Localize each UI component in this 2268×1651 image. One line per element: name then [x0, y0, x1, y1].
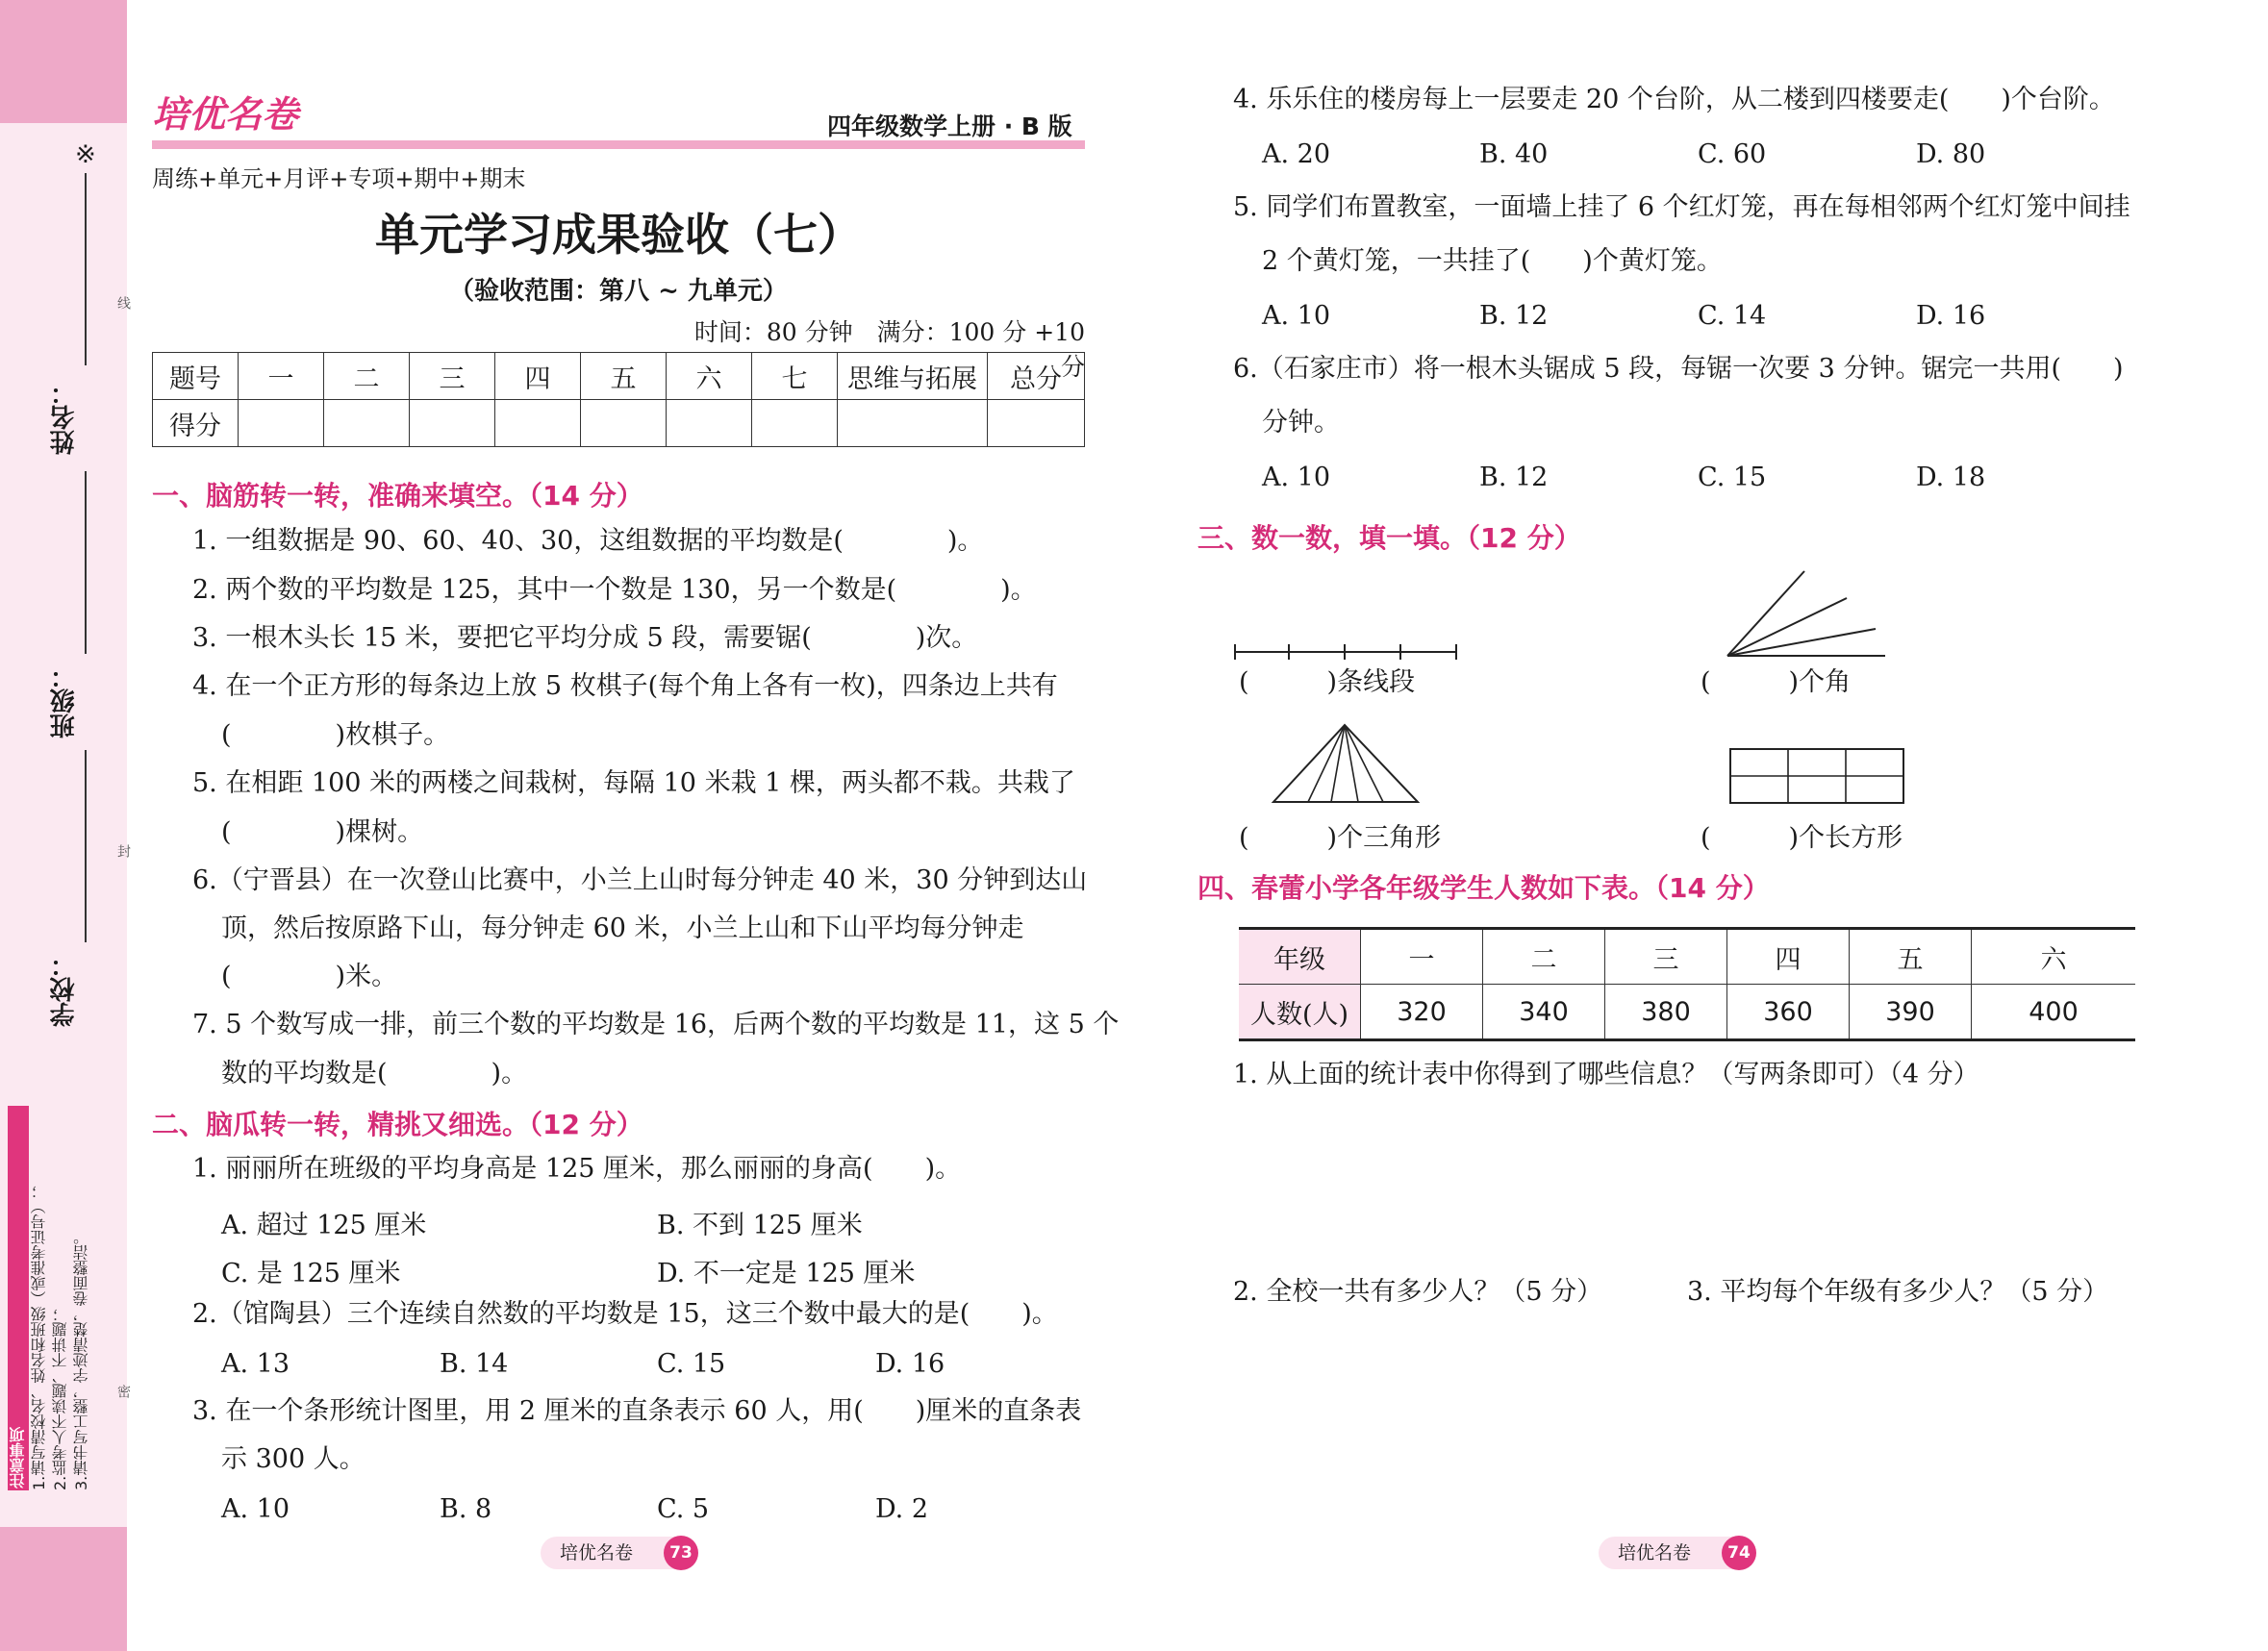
score-table: [152, 352, 1085, 447]
s2-q3-option-a: A. 10: [221, 1494, 290, 1524]
s4-question-3: 3. 平均每个年级有多少人？（5 分）: [1687, 1277, 2109, 1307]
page-footer-label: 培优名卷: [1618, 1542, 1692, 1563]
score-cell[interactable]: [667, 400, 752, 447]
score-cell[interactable]: [495, 400, 581, 447]
s2-question-2: 2.（馆陶县）三个连续自然数的平均数是 15，这三个数中最大的是( )。: [192, 1299, 1058, 1329]
score-cell[interactable]: [988, 400, 1085, 447]
s1-question-5: 5. 在相距 100 米的两楼之间栽树，每隔 10 米栽 1 棵，两头都不栽。共栽了: [192, 768, 1075, 798]
s2-q3-option-b: B. 8: [440, 1494, 492, 1524]
s2-q1-option-d: D. 不一定是 125 厘米: [657, 1259, 916, 1288]
grade-cell: 四: [1727, 929, 1850, 985]
section4-heading: 四、春蕾小学各年级学生人数如下表。（14 分）: [1197, 872, 1770, 904]
note-2: 2.监考人不读题、不讲题；: [51, 1306, 69, 1490]
s2-question-4: 4. 乐乐住的楼房每上一层要走 20 个台阶，从二楼到四楼要走( )个台阶。: [1233, 85, 2115, 114]
school-label: 学校：: [50, 952, 79, 1027]
count-cell: 400: [1972, 985, 2136, 1040]
s2-q2-option-b: B. 14: [440, 1349, 509, 1379]
brand-logo: 培优名卷: [152, 93, 299, 136]
class-label: 班级：: [50, 663, 79, 738]
section2-heading: 二、脑瓜转一转，精挑又细选。（12 分）: [152, 1109, 643, 1140]
figure-triangles: [1270, 721, 1424, 806]
score-header-cell: 三: [410, 353, 495, 400]
count-row-label: 人数(人): [1239, 985, 1361, 1040]
s4-question-1: 1. 从上面的统计表中你得到了哪些信息？（写两条即可）（4 分）: [1233, 1060, 1979, 1089]
edition-label: 四年级数学上册 · B 版: [827, 113, 1072, 140]
figure-rectangles: [1727, 746, 1910, 808]
notes-title: 注意事项: [8, 1106, 29, 1490]
grade-row-label: 年级: [1239, 929, 1361, 985]
score-header-cell: 总分: [988, 353, 1085, 400]
page-subtitle: （验收范围：第八 ~ 九单元）: [449, 277, 788, 306]
s2-q6-option-b: B. 12: [1479, 463, 1549, 492]
section3-heading: 三、数一数，填一填。（12 分）: [1197, 522, 1581, 554]
page-number-badge: 73: [664, 1536, 698, 1570]
binding-mark: ※: [75, 140, 96, 169]
s2-q5-option-a: A. 10: [1262, 301, 1331, 331]
s1-question-5-cont: ( )棵树。: [221, 817, 424, 847]
s3-fig4-answer: ( )个长方形: [1701, 823, 1903, 853]
count-cell: 380: [1605, 985, 1727, 1040]
s2-q6-option-d: D. 18: [1916, 463, 1986, 492]
score-header-cell: 题号: [153, 353, 239, 400]
s2-q4-option-b: B. 40: [1479, 139, 1549, 169]
score-header-cell: 五: [581, 353, 667, 400]
s2-question-3-cont: 示 300 人。: [221, 1444, 365, 1474]
s2-q2-option-c: C. 15: [657, 1349, 726, 1379]
s2-question-6: 6.（石家庄市）将一根木头锯成 5 段，每锯一次要 3 分钟。锯完一共用( ): [1233, 354, 2124, 384]
s2-question-5-cont: 2 个黄灯笼，一共挂了( )个黄灯笼。: [1262, 246, 1723, 276]
binding-strip-bottom: [0, 1527, 127, 1651]
grade-count-table: [1239, 927, 2135, 1041]
grade-cell: 二: [1483, 929, 1605, 985]
note-1: 1.请写清校名、姓名和班级（或准考证号）；: [30, 1183, 48, 1490]
section1-heading: 一、脑筋转一转，准确来填空。（14 分）: [152, 480, 643, 512]
s3-fig2-answer: ( )个角: [1701, 667, 1852, 697]
binding-strip-top: [0, 0, 127, 123]
score-row-label: 得分: [153, 400, 239, 447]
grade-cell: 五: [1850, 929, 1972, 985]
s4-question-2: 2. 全校一共有多少人？（5 分）: [1233, 1277, 1603, 1307]
page-footer-label: 培优名卷: [560, 1542, 634, 1563]
score-cell[interactable]: [838, 400, 988, 447]
s2-question-1: 1. 丽丽所在班级的平均身高是 125 厘米，那么丽丽的身高( )。: [192, 1154, 962, 1184]
s2-q6-option-a: A. 10: [1262, 463, 1331, 492]
s1-question-1: 1. 一组数据是 90、60、40、30，这组数据的平均数是( )。: [192, 526, 984, 556]
s2-question-6-cont: 分钟。: [1262, 408, 1340, 438]
s2-q2-option-d: D. 16: [875, 1349, 945, 1379]
school-line-top: [85, 750, 87, 942]
s1-question-7: 7. 5 个数写成一排，前三个数的平均数是 16，后两个数的平均数是 11，这 5 个: [192, 1010, 1120, 1039]
score-cell[interactable]: [410, 400, 495, 447]
s2-q5-option-c: C. 14: [1698, 301, 1767, 331]
name-line: [85, 173, 87, 365]
score-table-header-row: [153, 353, 1085, 400]
score-cell[interactable]: [581, 400, 667, 447]
s2-q1-option-b: B. 不到 125 厘米: [657, 1211, 863, 1240]
page-number-left: [541, 1537, 694, 1569]
s1-question-4: 4. 在一个正方形的每条边上放 5 枚棋子(每个角上各有一枚)，四条边上共有: [192, 671, 1058, 701]
count-cell: 390: [1850, 985, 1972, 1040]
s1-question-3: 3. 一根木头长 15 米，要把它平均分成 5 段，需要锯( )次。: [192, 623, 978, 653]
score-header-cell: 二: [324, 353, 410, 400]
s2-q5-option-d: D. 16: [1916, 301, 1986, 331]
score-table-score-row: [153, 400, 1085, 447]
s3-fig1-answer: ( )条线段: [1239, 667, 1416, 697]
count-cell: 340: [1483, 985, 1605, 1040]
s2-question-3: 3. 在一个条形统计图里，用 2 厘米的直条表示 60 人，用( )厘米的直条表: [192, 1396, 1082, 1426]
page-number-right: [1599, 1537, 1752, 1569]
s1-question-6-cont2: ( )米。: [221, 962, 398, 991]
score-header-cell: 七: [752, 353, 838, 400]
score-cell[interactable]: [239, 400, 324, 447]
s2-q4-option-a: A. 20: [1262, 139, 1331, 169]
time-info: 时间：80 分钟 满分：100 分 +10 分: [693, 318, 1085, 381]
class-line-top: [85, 471, 87, 654]
s2-q2-option-a: A. 13: [221, 1349, 290, 1379]
s2-q1-option-c: C. 是 125 厘米: [221, 1259, 401, 1288]
count-row: [1239, 985, 2135, 1040]
grade-cell: 一: [1361, 929, 1483, 985]
header-rule: [152, 140, 1085, 149]
s2-q3-option-c: C. 5: [657, 1494, 710, 1524]
s1-question-2: 2. 两个数的平均数是 125，其中一个数是 130，另一个数是( )。: [192, 575, 1037, 605]
binding-tick-1: 线: [115, 296, 131, 310]
score-header-cell: 四: [495, 353, 581, 400]
score-cell[interactable]: [752, 400, 838, 447]
count-cell: 360: [1727, 985, 1850, 1040]
count-cell: 320: [1361, 985, 1483, 1040]
score-header-cell: 六: [667, 353, 752, 400]
s2-question-5: 5. 同学们布置教室，一面墙上挂了 6 个红灯笼，再在每相邻两个红灯笼中间挂: [1233, 192, 2130, 222]
name-label: 姓名：: [50, 380, 79, 455]
binding-tick-3: 密: [115, 1385, 131, 1398]
score-header-cell: 一: [239, 353, 324, 400]
grade-row: [1239, 929, 2135, 985]
grade-cell: 三: [1605, 929, 1727, 985]
s1-question-6: 6.（宁晋县）在一次登山比赛中，小兰上山时每分钟走 40 米，30 分钟到达山: [192, 865, 1088, 895]
score-cell[interactable]: [324, 400, 410, 447]
page-title: 单元学习成果验收（七）: [375, 209, 862, 261]
figure-angles: [1722, 567, 1895, 663]
s1-question-4-cont: ( )枚棋子。: [221, 720, 450, 750]
s2-q5-option-b: B. 12: [1479, 301, 1549, 331]
score-header-cell: 思维与拓展: [838, 353, 988, 400]
binding-tick-2: 封: [115, 844, 131, 858]
s2-q4-option-c: C. 60: [1698, 139, 1767, 169]
grade-cell: 六: [1972, 929, 2136, 985]
page-number-badge: 74: [1722, 1536, 1756, 1570]
series-label: 周练+单元+月评+专项+期中+期末: [152, 165, 526, 192]
s2-q1-option-a: A. 超过 125 厘米: [221, 1211, 427, 1240]
s1-question-7-cont: 数的平均数是( )。: [221, 1059, 528, 1088]
s2-q6-option-c: C. 15: [1698, 463, 1767, 492]
s2-q4-option-d: D. 80: [1916, 139, 1986, 169]
s3-fig3-answer: ( )个三角形: [1239, 823, 1442, 853]
s1-question-6-cont: 顶，然后按原路下山，每分钟走 60 米，小兰上山和下山平均每分钟走: [221, 913, 1024, 943]
notes-block: [8, 1106, 113, 1490]
note-3: 3.请书写工整，字迹清楚，卷面整洁。: [72, 1229, 90, 1490]
s2-q3-option-d: D. 2: [875, 1494, 929, 1524]
